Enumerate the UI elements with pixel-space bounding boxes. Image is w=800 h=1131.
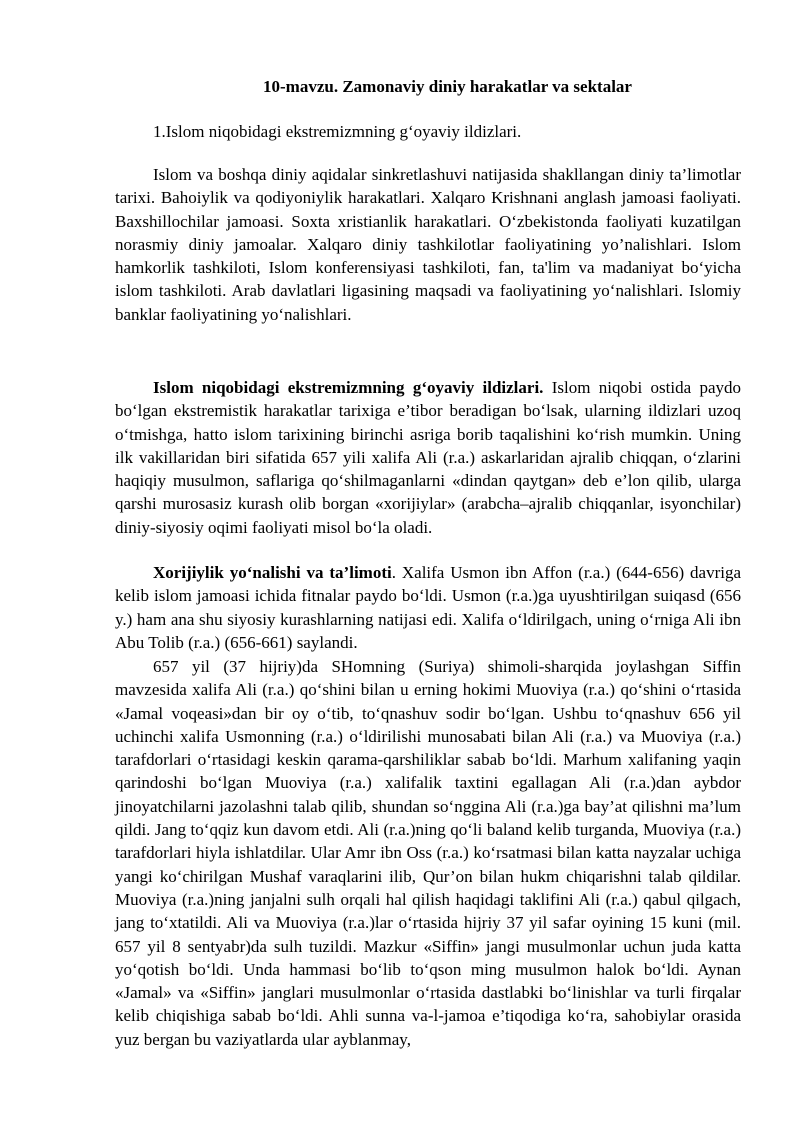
paragraph-kharijites xyxy=(115,561,741,654)
paragraph-extremism-roots xyxy=(115,376,741,539)
paragraph-lead-heading: Xorijiylik yo‘nalishi va ta’limoti xyxy=(153,563,392,582)
paragraph-text: Islom niqobi ostida paydo bo‘lgan ekstremistik harakatlar tarixiga e’tibor beradigan bo‘lsak, ularning ildizlari uzoq o‘tmishga, hatto islom tarixining birinchi asriga borib taqalishini ko‘rish mumkin. Uning ilk vakillaridan biri sifatida 657 yili xalifa Ali (r.a.) askarlaridan ajralib chiqqan, o‘zlarini haqiqiy musulmon, saflariga qo‘shilmaganlarni «dindan qaytgan» deb e’lon qilib, ularga qarshi murosasiz kurash olib borgan «xorijiylar» (arabcha–ajralib chiqqanlar, isyonchilar) diniy-siyosiy oqimi faoliyati misol bo‘la oladi. xyxy=(115,378,742,537)
section-subtitle: 1.Islom niqobidagi ekstremizmning g‘oyaviy ildizlari. xyxy=(153,122,522,141)
paragraph-text: 657 yil (37 hijriy)da SHomning (Suriya) shimoli-sharqida joylashgan Siffin mavzesida xalifa Ali (r.a.) qo‘shini bilan u erning hokimi Muoviya (r.a.) qo‘shini o‘rtasida «Jamal voqeasi»dan bir oy o‘tib, to‘qnashuv sodir bo‘lgan. Ushbu to‘qnashuv 656 yil uchinchi xalifa Usmonning (r.a.) o‘ldirilishi munosabati bilan Ali (r.a.) va Muoviya (r.a.) tarafdorlari o‘rtasidagi keskin qarama-qarshiliklar sabab bo‘ldi. Marhum xalifaning yaqin qarindoshi bo‘lgan Muoviya (r.a.) xalifalik taxtini egallagan Ali (r.a.)dan aybdor jinoyatchilarni jazolashni talab qilib, shundan so‘nggina Ali (r.a.)ga bay’at qilishni ma’lum qildi. Jang to‘qqiz kun davom etdi. Ali (r.a.)ning qo‘li baland kelib turganda, Muoviya (r.a.) tarafdorlari hiyla ishlatdilar. Ular Amr ibn Oss (r.a.) ko‘rsatmasi bilan katta nayzalar uchiga yangi ko‘chirilgan Mushaf varaqlarini ilib, Qur’on bilan hukm chiqarishni talab qildilar. Muoviya (r.a.)ning janjalni sulh orqali hal qilish haqidagi taklifini Ali (r.a.) qabul qilgach, jang to‘xtatildi. Ali va Muoviya (r.a.)lar o‘rtasida hijriy 37 yil safar oyining 15 kuni (mil. 657 yil 8 sentyabr)da sulh tuzildi. Mazkur «Siffin» jangi musulmonlar uchun juda katta yo‘qotish bo‘ldi. Unda hammasi bo‘lib to‘qson ming musulmon halok bo‘ldi. Aynan «Jamal» va «Siffin» janglari musulmonlar o‘rtasida dastlabki bo‘linishlar va turli firqalar kelib chiqishiga sabab bo‘ldi. Ahli sunna va-l-jamoa e’tiqodiga ko‘ra, sahobiylar orasida yuz bergan bu vaziyatlarda ular ayblanmay, xyxy=(115,657,741,1049)
paragraph-overview xyxy=(115,163,741,326)
paragraph-siffin xyxy=(115,655,741,1051)
page-title: 10-mavzu. Zamonaviy diniy harakatlar va sektalar xyxy=(263,77,632,96)
paragraph-text: Islom va boshqa diniy aqidalar sinkretlashuvi natijasida shakllangan diniy ta’limotlar tarixi. Bahoiylik va qodiyoniylik harakatlari. Xalqaro Krishnani anglash jamoasi faoliyati. Baxshillochilar jamoasi. Soxta xristianlik harakatlari. O‘zbekistonda faoliyati kuzatilgan norasmiy diniy jamoalar. Xalqaro diniy tashkilotlar faoliyatining yo’nalishlari. Islom hamkorlik tashkiloti, Islom konferensiyasi tashkiloti, fan, ta'lim va madaniyat bo‘yicha islom tashkiloti. Arab davlatlari ligasining maqsadi va faoliyatining yo‘nalishlari. Islomiy banklar faoliyatining yo‘nalishlari. xyxy=(115,165,741,324)
paragraph-text: . Xalifa Usmon ibn Affon (r.a.) (644-656) davriga kelib islom jamoasi ichida fitnalar paydo bo‘ldi. Usmon (r.a.)ga uyushtirilgan suiqasd (656 y.) ham ana shu siyosiy kurashlarning natijasi edi. Xalifa o‘ldirilgach, uning o‘rniga Ali ibn Abu Tolib (r.a.) (656-661) saylandi. xyxy=(115,563,742,652)
paragraph-lead-heading: Islom niqobidagi ekstremizmning g‘oyaviy ildizlari. xyxy=(153,378,544,397)
